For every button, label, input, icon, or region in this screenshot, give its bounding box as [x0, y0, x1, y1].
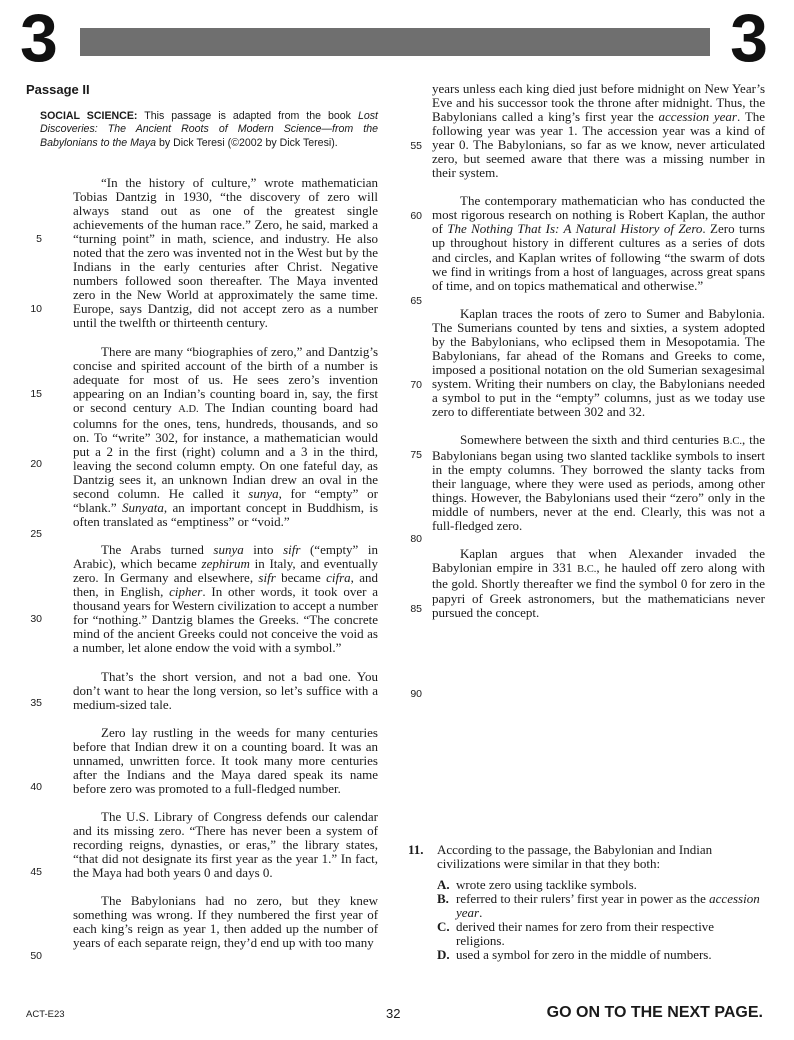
- question-number: 11.: [408, 842, 424, 857]
- passage-title: Passage II: [26, 82, 90, 97]
- line-number: 75: [410, 449, 422, 461]
- option-text: derived their names for zero from their respective religions.: [456, 919, 715, 949]
- line-number: 25: [30, 528, 42, 540]
- line-number: 85: [410, 603, 422, 615]
- line-number: 60: [410, 210, 422, 222]
- paragraph-1: “In the history of culture,” wrote mathematician Tobias Dantzig in 1930, “the discovery of zero will always stand out as one of the greatest single achievements of the human race.” Zero, he said, marked a “turning point” in math, science, and industry. He also noted that the zero was invented not in the West but by the Indians in the early centuries after Christ. Negative numbers followed soon thereafter. The Maya invented zero in the New World at approximately the same time. Europe, says Dantzig, did not accept zero as a number until the twelfth or thirteenth century.: [73, 175, 378, 331]
- page-number: 32: [386, 1006, 401, 1021]
- line-number: 5: [36, 233, 42, 245]
- line-number: 10: [30, 303, 42, 315]
- paragraph-4: That’s the short version, and not a bad one. You don’t want to hear the long version, so let’s suffice with a medium-sized tale.: [73, 668, 378, 712]
- passage-column-right: [432, 82, 765, 620]
- line-number: 30: [30, 613, 42, 625]
- option-text: referred to their rulers’ first year in power as the: [456, 891, 710, 907]
- line-number: 50: [30, 950, 42, 962]
- section-number-right: 3: [730, 0, 768, 76]
- option-letter: A.: [437, 877, 450, 893]
- answer-option-d[interactable]: [437, 948, 765, 962]
- line-number: 80: [410, 533, 422, 545]
- paragraph-10: Somewhere between the sixth and third centuries B.C., the Babylonians began using two slanted tacklike symbols to insert in the empty columns. They borrowed the slanty tacks from their language, where they were used as periods, among other things. However, the Babylonians used their “zero” only in the middle of numbers, never at the end. Clearly, this was not a full-fledged zero.: [432, 432, 765, 534]
- paragraph-7: The Babylonians had no zero, but they knew something was wrong. If they numbered the first year of each king’s reign as year 1, then added up the number of years of each separate reign, they’d end up with too many: [73, 893, 379, 951]
- paragraph-11: Kaplan argues that when Alexander invaded the Babylonian empire in 331 B.C., he hauled off zero along with the gold. Shortly thereafter we find the symbol 0 for zero in the papyri of Greek astronomers, but the mathematicians never pursued the concept.: [432, 546, 765, 620]
- option-text: wrote zero using tacklike symbols.: [456, 877, 637, 893]
- option-letter: D.: [437, 947, 450, 963]
- paragraph-3: The Arabs turned sunya into sifr (“empty” in Arabic), which became zephirum in Italy, and eventually zero. In Germany and elsewhere, sifr became cifra, and then, in English, cipher. In other words, it took over a thousand years for Western civilization to accept a number for “nothing.” Dantzig blames the Greeks. “The concrete mind of the ancient Greeks could not conceive the void as a number, let alone endow the void with a symbol.”: [73, 542, 379, 656]
- answer-options: [408, 878, 765, 962]
- paragraph-7-continued: years unless each king died just before midnight on New Year’s Eve and his successor took the throne after midnight. Thus, the Babylonians called a king’s first year the accession year. The following year was year 1. The accession year was a kind of year 0. The Babylonians, so far as we know, never articulated zero, but seemed aware that there was a missing number in their system.: [432, 81, 766, 181]
- intro-text: This passage is adapted from the book: [137, 110, 358, 122]
- answer-option-b[interactable]: B. referred to their rulers’ first year in power as the accession year.: [437, 891, 760, 921]
- form-code: ACT-E23: [26, 1009, 65, 1020]
- next-page-notice: GO ON TO THE NEXT PAGE.: [546, 1004, 763, 1021]
- line-number: 20: [30, 458, 42, 470]
- header-bar: [80, 28, 710, 56]
- line-number: 70: [410, 379, 422, 391]
- question-stem: According to the passage, the Babylonian and Indian civilizations were similar in that they both:: [437, 842, 713, 872]
- passage-column-left: [73, 176, 378, 950]
- line-number: 65: [410, 295, 422, 307]
- option-text-italic: accession year: [456, 891, 760, 921]
- section-number-left: 3: [20, 0, 58, 76]
- option-letter: B.: [437, 891, 449, 907]
- option-letter: C.: [437, 919, 450, 935]
- line-number: 90: [410, 688, 422, 700]
- intro-book-title: Lost Discoveries: The Ancient Roots of Modern Science—from the Babylonians to the Maya: [40, 110, 378, 149]
- answer-option-c[interactable]: [437, 920, 765, 948]
- line-number: 40: [30, 781, 42, 793]
- line-number: 15: [30, 388, 42, 400]
- paragraph-2: There are many “biographies of zero,” and Dantzig’s concise and spirited account of the birth of a number is adequate for most of us. He sees zero’s invention appearing on an Indian’s counting board in, say, the first or second century A.D. The Indian counting board had columns for the ones, tens, hundreds, thousands, and so on. To “write” 302, for instance, a mathematician would put a 2 in the first (right) column and a 3 in the third, leaving the second column empty. On one fateful day, as Dantzig sees it, an unknown Indian drew an oval in the second column. He called it sunya, for “empty” or “blank.” Sunyata, an important concept in Buddhism, is often translated as “emptiness” or “void.”: [73, 343, 378, 530]
- paragraph-5: Zero lay rustling in the weeds for many centuries before that Indian drew it on a counting board. It was an unnamed, unwritten force. It took many more centuries after the Indians and the Maya dared speak its name before zero was promoted to a full-fledged number.: [73, 724, 378, 796]
- intro-label: SOCIAL SCIENCE:: [40, 110, 138, 122]
- line-number: 55: [410, 140, 422, 152]
- intro-credit: by Dick Teresi (©2002 by Dick Teresi).: [156, 136, 338, 149]
- paragraph-8: The contemporary mathematician who has conducted the most rigorous research on nothing is Robert Kaplan, the author of The Nothing That Is: A Natural History of Zero. Zero turns up throughout history in different cultures as a series of dots and circles, and Kaplan writes of following “the swarm of dots we find in writings from a host of languages, across great spans of time, and on topics mathematical and otherwise.”: [432, 193, 765, 293]
- question-11: [408, 843, 765, 962]
- paragraph-6: The U.S. Library of Congress defends our calendar and its missing zero. “There has never been a system of recording reigns, dynasties, or eras,” the library states, “that did not designate its first year as the year 1.” In fact, the Maya had both years 0 and days 0.: [73, 808, 378, 881]
- paragraph-9: Kaplan traces the roots of zero to Sumer and Babylonia. The Sumerians counted by tens and sixties, a system adopted by the Babylonians, who eclipsed them in Mesopotamia. The Babylonians, far ahead of the Romans and Greeks to come, imposed a positional notation on the old Sumerian sexagesimal system. Writing their numbers on clay, the Babylonians needed a symbol to put in the “empty” columns, just as we today use zero to differentiate between 302 and 32.: [432, 305, 765, 419]
- answer-option-a[interactable]: [437, 878, 765, 892]
- option-text: used a symbol for zero in the middle of numbers.: [456, 947, 712, 963]
- line-number: 45: [30, 866, 42, 878]
- line-number: 35: [30, 697, 42, 709]
- passage-intro: [40, 110, 378, 150]
